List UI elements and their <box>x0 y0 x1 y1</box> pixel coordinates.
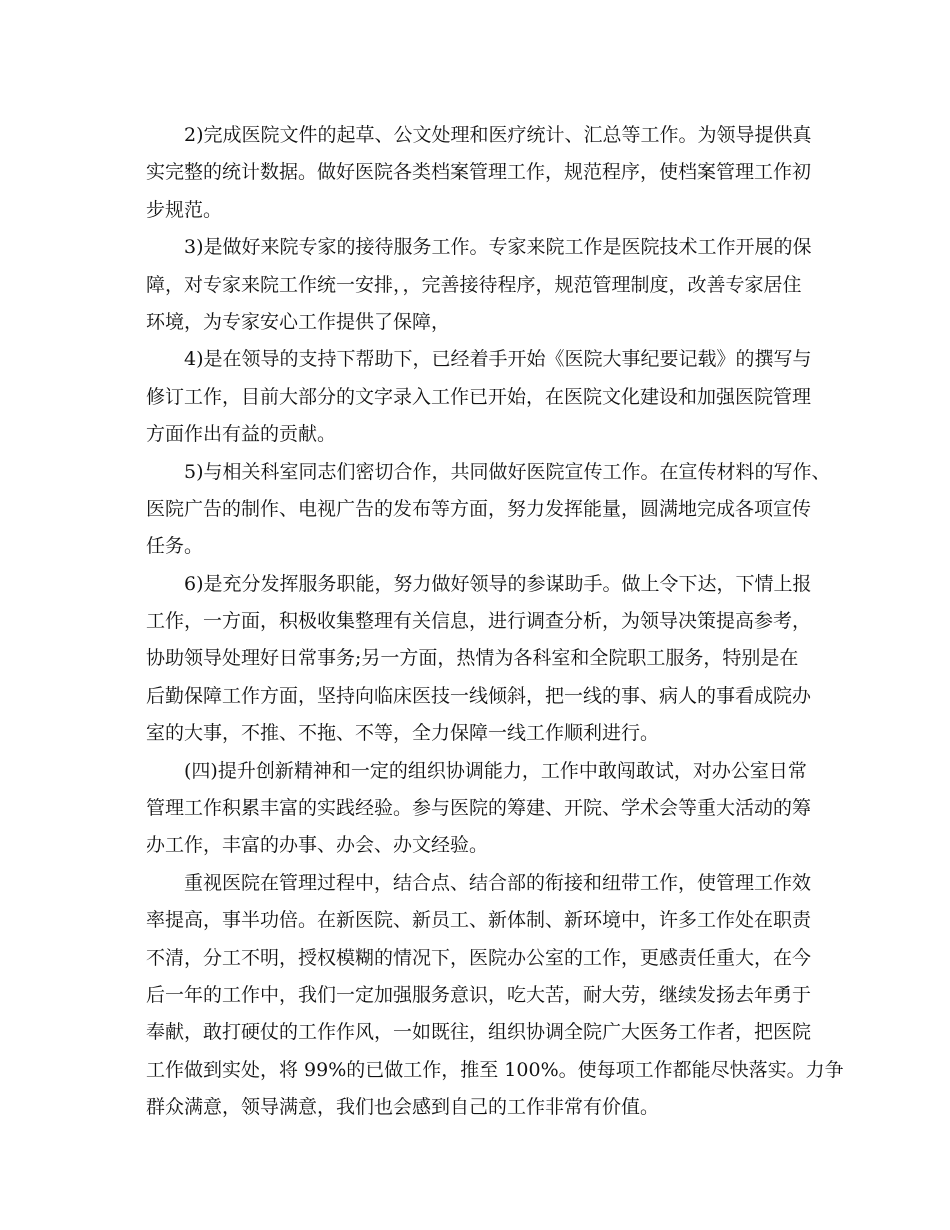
text-line: 修订工作，目前大部分的文字录入工作已开始，在医院文化建设和加强医院管理 <box>146 385 812 408</box>
text-line: 2)完成医院文件的起草、公文处理和医疗统计、汇总等工作。为领导提供真 <box>184 124 812 146</box>
paragraph-item-6 <box>146 566 826 753</box>
paragraph-closing <box>146 865 844 1127</box>
text-line: 实完整的统计数据。做好医院各类档案管理工作，规范程序，使档案管理工作初 <box>146 161 812 184</box>
text-line: 障，对专家来院工作统一安排，，完善接待程序，规范管理制度，改善专家居住 <box>146 273 802 296</box>
text-line: 办工作，丰富的办事、办会、办文经验。 <box>146 834 489 857</box>
paragraph-item-2 <box>146 117 826 229</box>
paragraph-item-4 <box>146 341 826 453</box>
text-line: (四)提升创新精神和一定的组织协调能力，工作中敢闯敢试，对办公室日常 <box>184 759 807 782</box>
text-line: 任务。 <box>146 535 204 558</box>
paragraph-item-3 <box>146 229 826 341</box>
text-line: 协助领导处理好日常事务;另一方面，热情为各科室和全院职工服务，特别是在 <box>146 647 799 670</box>
text-line: 工作，一方面，积极收集整理有关信息，进行调查分析，为领导决策提高参考， <box>146 610 812 633</box>
text-line: 3)是做好来院专家的接待服务工作。专家来院工作是医院技术工作开展的保 <box>184 236 812 259</box>
document-body <box>146 117 844 1127</box>
text-line: 6)是充分发挥服务职能，努力做好领导的参谋助手。做上令下达，下情上报 <box>184 572 812 595</box>
text-line: 后一年的工作中，我们一定加强服务意识，吃大苦，耐大劳，继续发扬去年勇于 <box>146 983 812 1006</box>
paragraph-item-5 <box>146 454 831 566</box>
text-line: 后勤保障工作方面，坚持向临床医技一线倾斜，把一线的事、病人的事看成院办 <box>146 684 812 707</box>
text-line: 方面作出有益的贡献。 <box>146 423 337 446</box>
text-line: 奉献，敢打硬仗的工作作风，一如既往，组织协调全院广大医务工作者，把医院 <box>146 1021 812 1044</box>
text-line: 步规范。 <box>146 198 223 221</box>
text-line: 工作做到实处，将 99%的已做工作，推至 100%。使每项工作都能尽快落实。力争 <box>146 1058 844 1081</box>
text-line: 环境，为专家安心工作提供了保障， <box>146 310 451 333</box>
text-line: 4)是在领导的支持下帮助下，已经着手开始《医院大事纪要记载》的撰写与 <box>184 348 812 371</box>
paragraph-section-four <box>146 753 826 865</box>
text-line: 不清，分工不明，授权模糊的情况下，医院办公室的工作，更感责任重大，在今 <box>146 946 812 969</box>
text-line: 群众满意，领导满意，我们也会感到自己的工作非常有价值。 <box>146 1096 660 1119</box>
text-line: 率提高，事半功倍。在新医院、新员工、新体制、新环境中，许多工作处在职责 <box>146 909 812 932</box>
text-line: 室的大事，不推、不拖、不等，全力保障一线工作顺利进行。 <box>146 722 660 745</box>
text-line: 医院广告的制作、电视广告的发布等方面，努力发挥能量，圆满地完成各项宣传 <box>146 497 812 520</box>
text-line: 5)与相关科室同志们密切合作，共同做好医院宣传工作。在宣传材料的写作、 <box>184 460 831 483</box>
text-line: 重视医院在管理过程中，结合点、结合部的衔接和纽带工作，使管理工作效 <box>184 871 812 894</box>
text-line: 管理工作积累丰富的实践经验。参与医院的筹建、开院、学术会等重大活动的筹 <box>146 797 812 820</box>
